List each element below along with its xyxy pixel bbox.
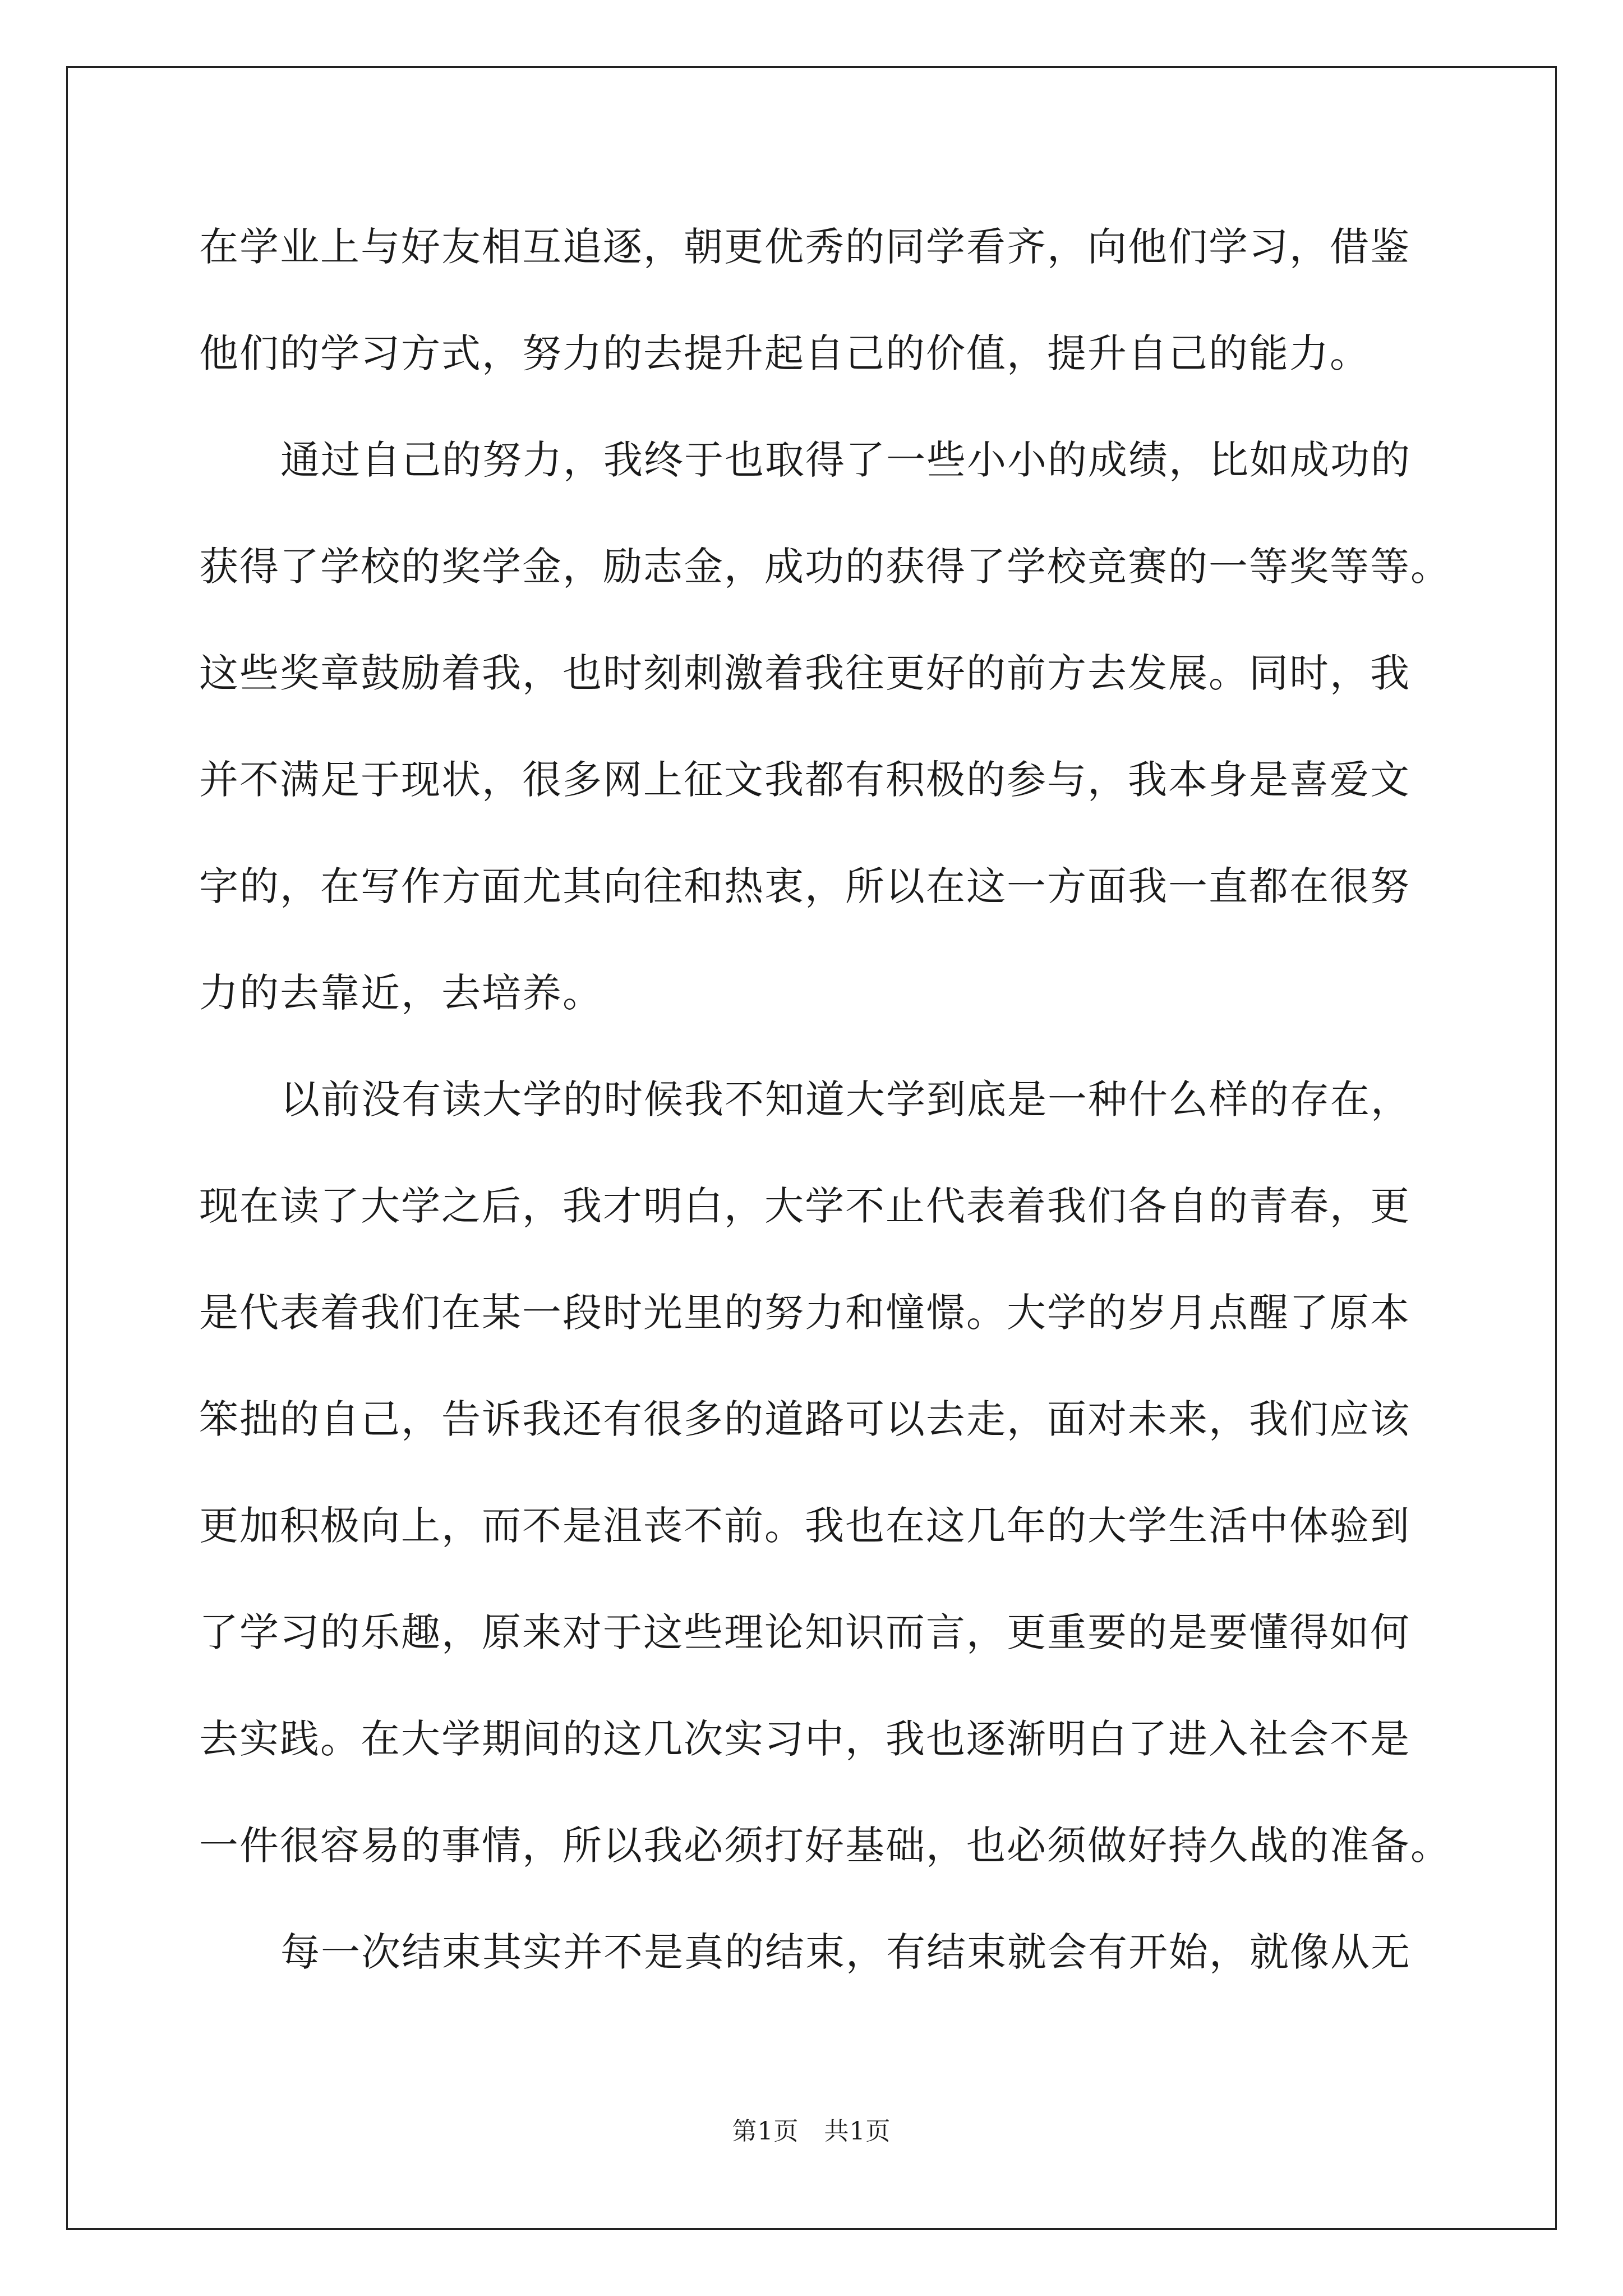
text-line: 是代表着我们在某一段时光里的努力和憧憬。大学的岁月点醒了原本 xyxy=(199,1290,1410,1336)
text-line: 现在读了大学之后，我才明白，大学不止代表着我们各自的青春，更 xyxy=(199,1183,1410,1229)
text-line: 一件很容易的事情，所以我必须打好基础，也必须做好持久战的准备。 xyxy=(199,1823,1451,1869)
paragraph-first-line: 每一次结束其实并不是真的结束，有结束就会有开始，就像从无 xyxy=(280,1929,1411,1975)
page-border xyxy=(66,66,1557,2230)
page-number-footer: 第1页 共1页 xyxy=(732,2117,891,2146)
paragraph-first-line: 以前没有读大学的时候我不知道大学到底是一种什么样的存在， xyxy=(280,1076,1411,1122)
text-line: 去实践。在大学期间的这几次实习中，我也逐渐明白了进入社会不是 xyxy=(199,1716,1410,1762)
text-line: 字的，在写作方面尤其向往和热衷，所以在这一方面我一直都在很努 xyxy=(199,863,1410,909)
text-line: 更加积极向上，而不是沮丧不前。我也在这几年的大学生活中体验到 xyxy=(199,1503,1410,1549)
text-line: 并不满足于现状，很多网上征文我都有积极的参与，我本身是喜爱文 xyxy=(199,757,1410,803)
text-line: 笨拙的自己，告诉我还有很多的道路可以去走，面对未来，我们应该 xyxy=(199,1396,1410,1442)
text-line: 在学业上与好友相互追逐，朝更优秀的同学看齐，向他们学习，借鉴 xyxy=(199,224,1410,270)
text-line: 他们的学习方式，努力的去提升起自己的价值，提升自己的能力。 xyxy=(199,330,1370,376)
text-line: 了学习的乐趣，原来对于这些理论知识而言，更重要的是要懂得如何 xyxy=(199,1609,1410,1655)
text-line: 力的去靠近，去培养。 xyxy=(199,970,603,1016)
paragraph-first-line: 通过自己的努力，我终于也取得了一些小小的成绩，比如成功的 xyxy=(280,437,1411,483)
text-line: 获得了学校的奖学金，励志金，成功的获得了学校竞赛的一等奖等等。 xyxy=(199,544,1451,590)
text-line: 这些奖章鼓励着我，也时刻刺激着我往更好的前方去发展。同时，我 xyxy=(199,650,1410,696)
